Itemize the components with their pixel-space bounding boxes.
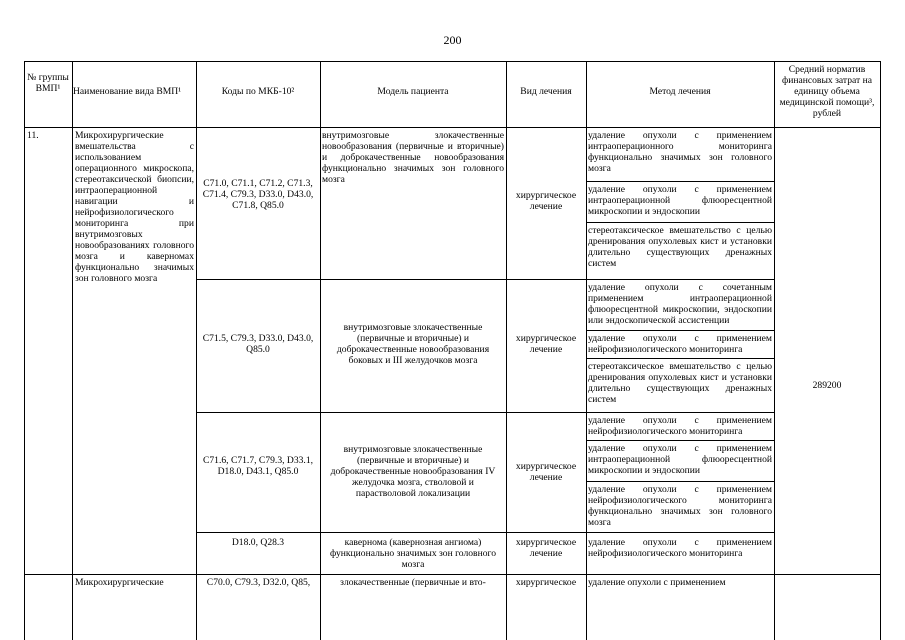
header-cost-norm: Средний норматив финансовых затрат на единицу объема медицинской помощи³, рублей [779, 64, 875, 119]
method-cell: удаление опухоли с применением нейрофизиологического мониторинга [588, 415, 772, 437]
vmp-name: Микрохирургические вмешательства с использованием операционного микроскопа, стереотаксической биопсии, интраоперационной навигации и нейрофизиологического мониторинга при внутримозговых новообразованиях головного мозга и каверномах функционально значимых зон головного мозга [75, 130, 194, 284]
header-treatment-method: Метод лечения [649, 86, 711, 97]
patient-model-cell: внутримозговые злокачественные (первичные и вторичные) и доброкачественные новообразования IV желудочка мозга, стволовой и парастволовой локализации [330, 444, 496, 499]
method-cell: удаление опухоли с применением интраоперационного мониторинга функционально значимых зон головного мозга [588, 130, 772, 174]
icd-codes-cell: D18.0, Q28.3 [231, 537, 285, 548]
treatment-type-cell: хирургическое лечение [515, 190, 577, 212]
header-treatment-type: Вид лечения [520, 86, 572, 97]
patient-model-cell: внутримозговые злокачественные новообразования (первичные и вторичные) и доброкачественные новообразования функционально значимых зон головного мозга [322, 130, 504, 185]
treatment-type-cell: хирургическое [515, 577, 577, 588]
method-cell: удаление опухоли с применением [588, 577, 726, 588]
treatment-type-cell: хирургическое лечение [515, 461, 577, 483]
icd-codes-cell: C71.0, C71.1, C71.2, C71.3, C71.4, C79.3, D33.0, D43.0, C71.8, Q85.0 [202, 178, 314, 211]
method-cell: удаление опухоли с применением интраоперационной флюоресцентной микроскопии и эндоскопии [588, 184, 772, 217]
cost-value: 289200 [812, 380, 842, 391]
method-cell: стереотаксическое вмешательство с целью дренирования опухолевых кист и установки длительно существующих дренажных систем [588, 361, 772, 405]
patient-model-cell: внутримозговые злокачественные (первичные и вторичные) и доброкачественные новообразования боковых и III желудочков мозга [336, 322, 490, 366]
method-cell: удаление опухоли с применением нейрофизиологического мониторинга функционально значимых зон головного мозга [588, 484, 772, 528]
patient-model-cell: злокачественные (первичные и вто- [340, 577, 486, 588]
method-cell: удаление опухоли с применением нейрофизиологического мониторинга [588, 537, 772, 559]
treatment-type-cell: хирургическое лечение [515, 333, 577, 355]
header-patient-model: Модель пациента [377, 86, 449, 97]
group-number: 11. [27, 130, 39, 141]
patient-model-cell: кавернома (кавернозная ангиома) функционально значимых зон головного мозга [329, 537, 497, 570]
method-cell: удаление опухоли с применением нейрофизиологического мониторинга [588, 333, 772, 355]
method-cell: удаление опухоли с сочетанным применением интраоперационной флюоресцентной микроскопии, эндоскопии или эндоскопической ассистенции [588, 282, 772, 326]
vmp-name: Микрохирургические [75, 577, 164, 588]
method-cell: удаление опухоли с применением интраоперационной флюоресцентной микроскопии и эндоскопии [588, 443, 772, 476]
treatment-type-cell: хирургическое лечение [515, 537, 577, 559]
icd-codes-cell: C71.6, C71.7, C79.3, D33.1, D18.0, D43.1, Q85.0 [202, 455, 314, 477]
method-cell: стереотаксическое вмешательство с целью дренирования опухолевых кист и установки длительно существующих дренажных систем [588, 225, 772, 269]
icd-codes-cell: C71.5, C79.3, D33.0, D43.0, Q85.0 [202, 333, 314, 355]
header-group-no: № группы ВМП¹ [27, 72, 69, 94]
header-icd-codes: Коды по МКБ-10² [221, 86, 295, 97]
header-vmp-name: Наименование вида ВМП¹ [73, 86, 182, 97]
icd-codes-cell: C70.0, C79.3, D32.0, Q85, [206, 577, 311, 588]
page-number: 200 [443, 33, 462, 47]
